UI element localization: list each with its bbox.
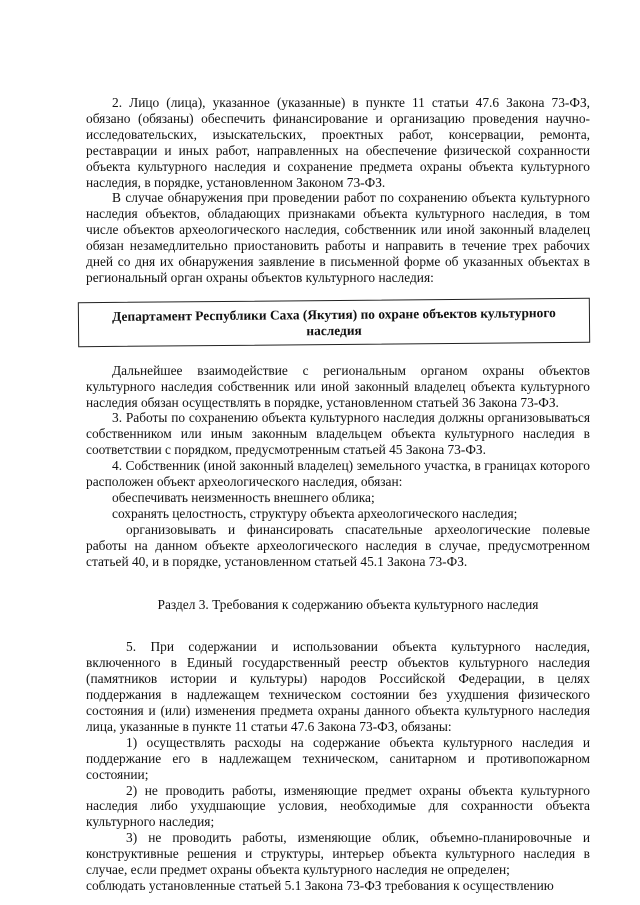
department-box: Департамент Республики Саха (Якутия) по охране объектов культурного наследия [78, 298, 590, 347]
paragraph-item-4-bullet-1: обеспечивать неизменность внешнего облика; [112, 489, 375, 505]
paragraph-item-5-continuation: соблюдать установленные статьей 5.1 Закона 73-ФЗ требования к осуществлению [86, 877, 554, 893]
paragraph-item-5-sub-3: 3) не проводить работы, изменяющие облик, объемно-планировочные и конструктивные решения и структуры, интерьер объекта культурного наследия в случае, если предмет охраны объекта культурного наследия не определен; [86, 830, 590, 878]
paragraph-interaction: Дальнейшее взаимодействие с региональным органом охраны объектов культурного наследия собственник или иной законный владелец объекта культурного наследия обязан осуществлять в порядке, установленном статьей 36 Закона 73-ФЗ. [86, 362, 590, 410]
paragraph-item-4: 4. Собственник (иной законный владелец) земельного участка, в границах которого расположен объект археологического наследия, обязан: [86, 458, 590, 490]
paragraph-item-5-sub-2: 2) не проводить работы, изменяющие предмет охраны объекта культурного наследия либо ухудшающие условия, необходимые для сохранности объекта культурного наследия; [86, 782, 590, 830]
paragraph-item-5-sub-1: 1) осуществлять расходы на содержание объекта культурного наследия и поддержание его в надлежащем техническом, санитарном и противопожарном состоянии; [86, 734, 590, 782]
paragraph-item-4-bullet-3: организовывать и финансировать спасательные археологические полевые работы на данном объекте археологического наследия в случае, предусмотренном статьей 40, и в порядке, установленном статьей 45.1 Закона 73-ФЗ. [86, 521, 590, 569]
section-title: Раздел 3. Требования к содержанию объекта культурного наследия [157, 597, 539, 613]
paragraph-item-4-bullet-2: сохранять целостность, структуру объекта археологического наследия; [112, 505, 518, 521]
paragraph-discovery: В случае обнаружения при проведении работ по сохранению объекта культурного наследия объектов, обладающих признаками объекта культурного наследия, в том числе объектов археологического наследия, собственник или иной законный владелец обязан незамедлительно приостановить работы и направить в течение трех рабочих дней со дня их обнаружения заявление в письменной форме об указанных объектах в региональный орган охраны объектов культурного наследия: [86, 190, 590, 285]
paragraph-item-3: 3. Работы по сохранению объекта культурного наследия должны организовываться собственником или иным законным владельцем объекта культурного наследия в соответствии с порядком, предусмотренным статьей 45 Закона 73-ФЗ. [86, 410, 590, 458]
paragraph-item-5: 5. При содержании и использовании объекта культурного наследия, включенного в Единый государственный реестр объектов культурного наследия (памятников истории и культуры) народов Российской Федерации, в целях поддержания в надлежащем техническом состоянии без ухудшения физического состояния и (или) изменения предмета охраны данного объекта культурного наследия лица, указанные в пункте 11 статьи 47.6 Закона 73-ФЗ, обязаны: [86, 639, 590, 734]
paragraph-item-2: 2. Лицо (лица), указанное (указанные) в пункте 11 статьи 47.6 Закона 73-ФЗ, обязано (обязаны) обеспечить финансирование и организацию проведения научно-исследовательских, изыскательских, проектных работ, консервации, ремонта, реставрации и иных работ, направленных на обеспечение физической сохранности объекта культурного наследия и сохранение предмета охраны объекта культурного наследия, в порядке, установленном Законом 73-ФЗ. [86, 95, 590, 190]
